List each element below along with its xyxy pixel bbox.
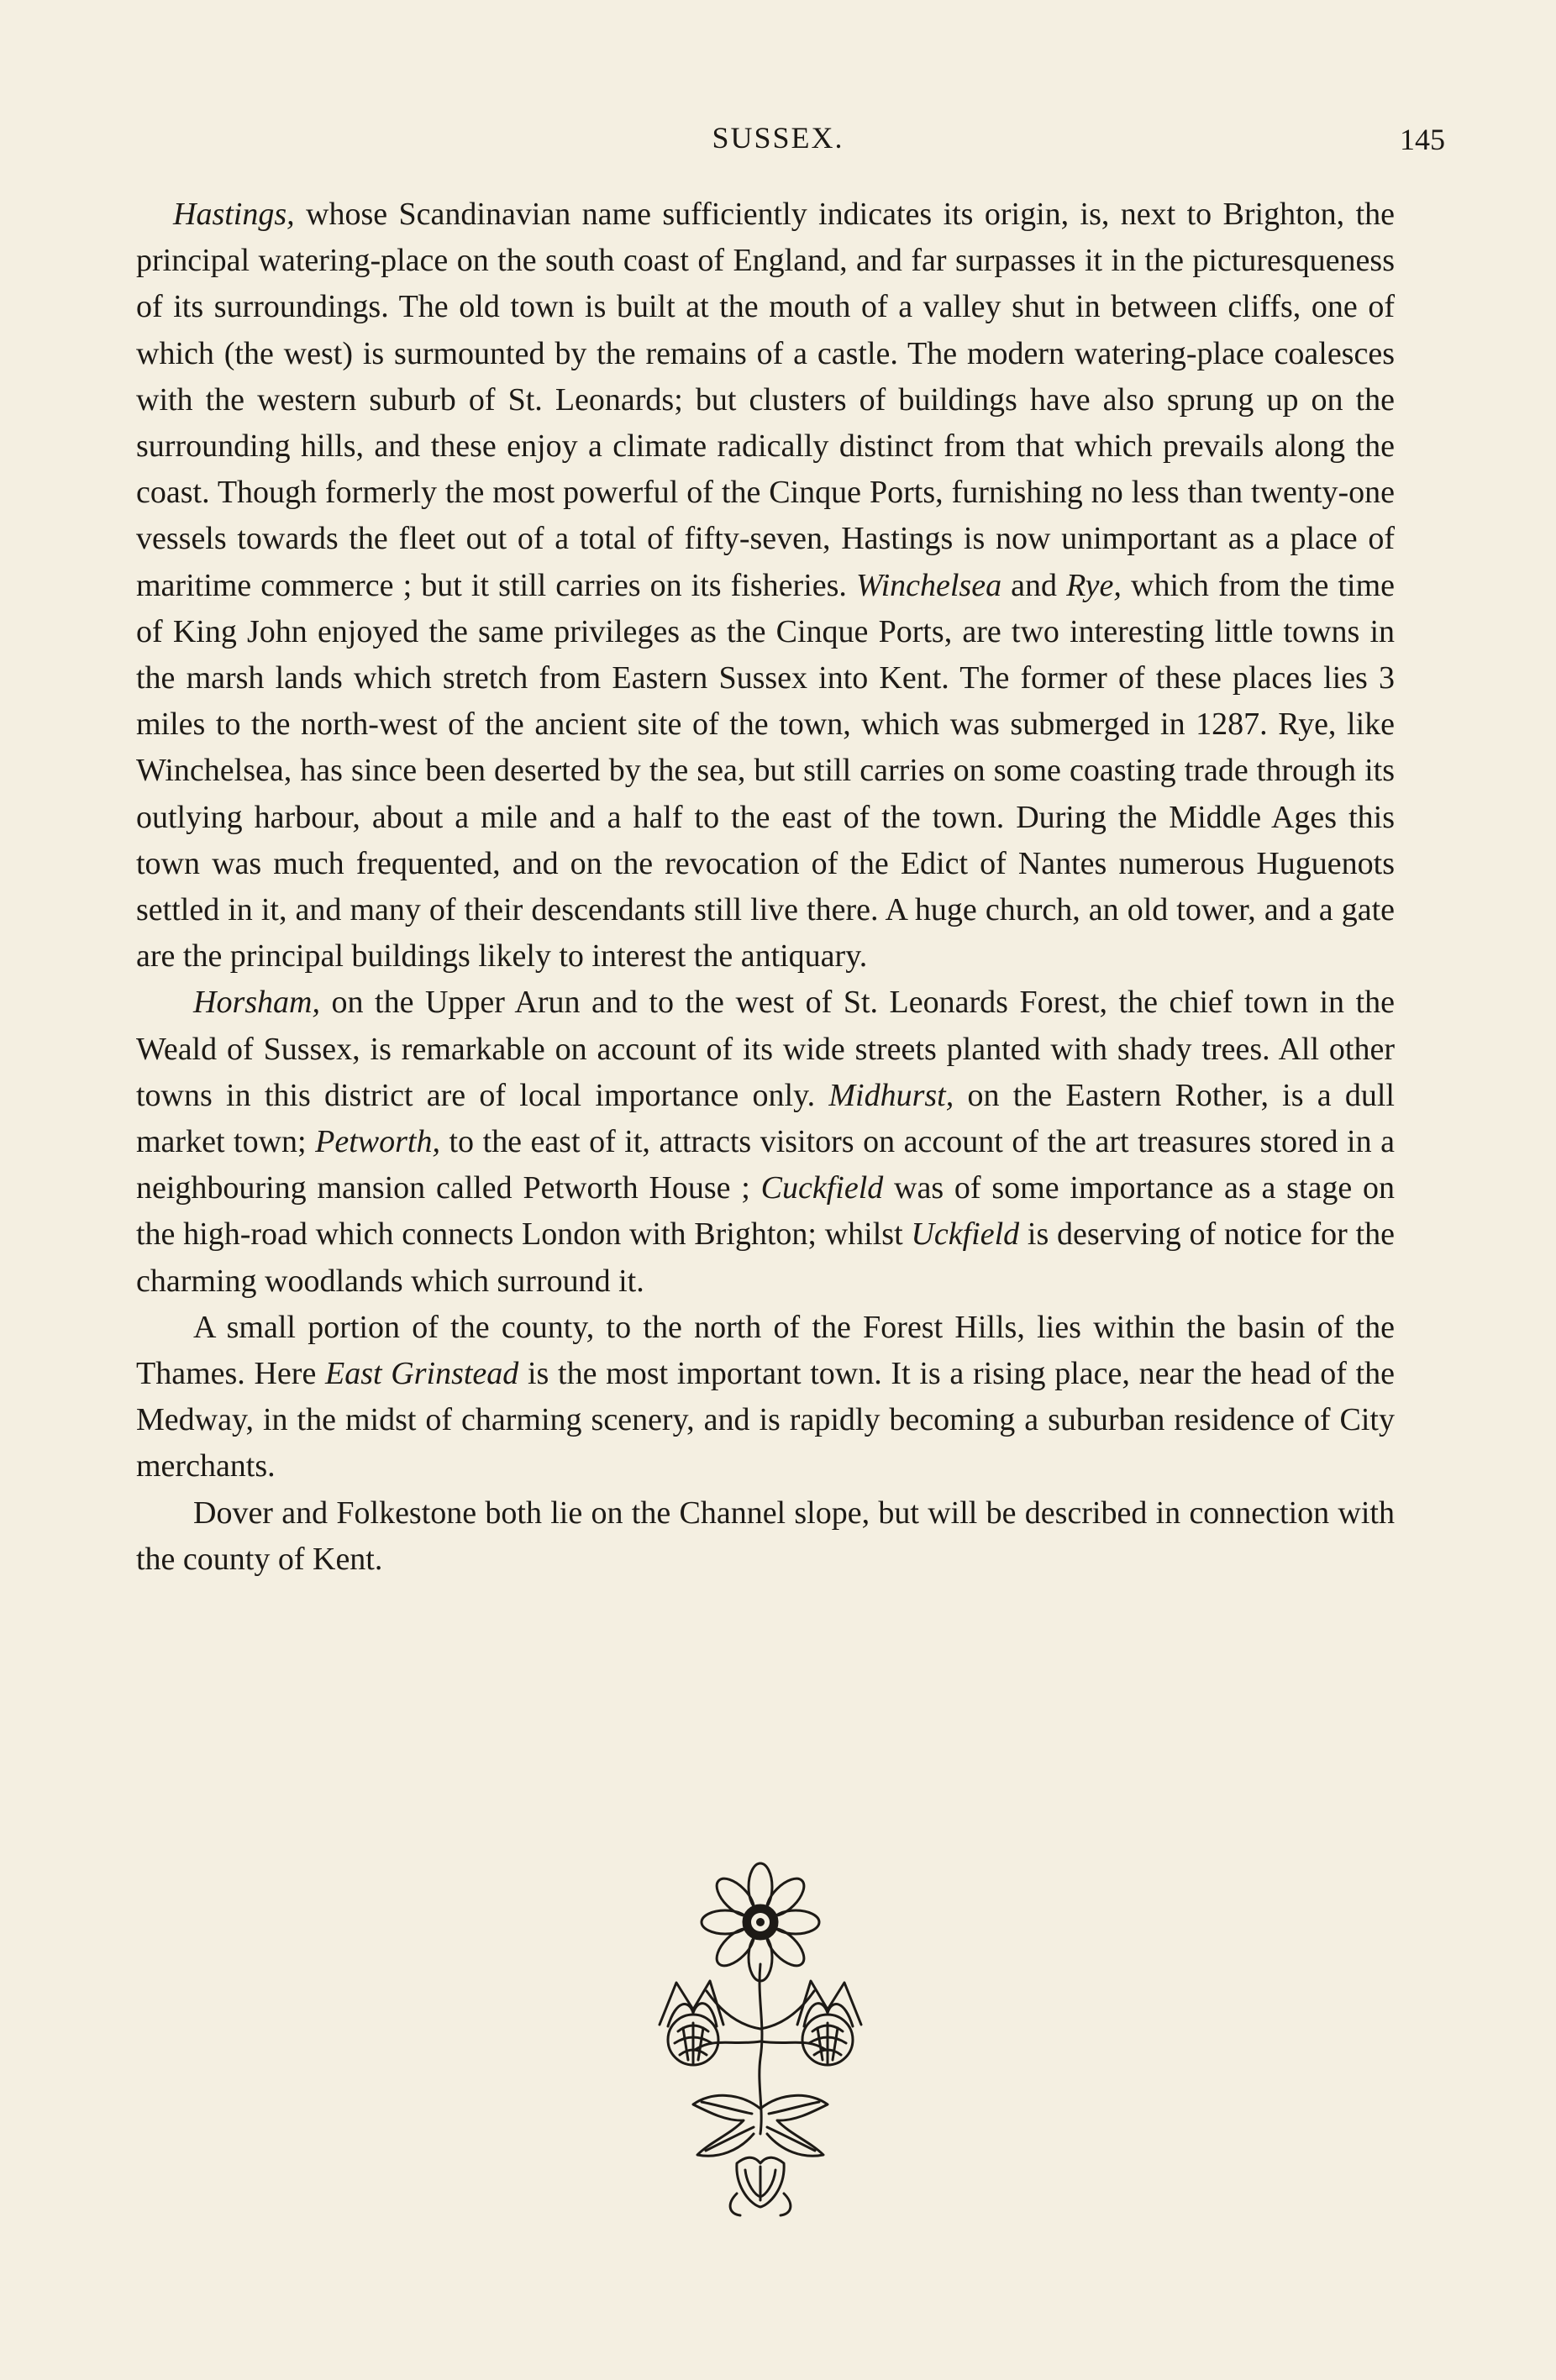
text-run: on the Upper Arun and to the west of St. Leonards Forest, the chief town in the Weald of Sussex, is remarkable on account of its wide streets planted with shady trees. All other towns in this district are of local importance only. [136, 985, 1395, 1113]
text-run: Dover and Folkestone both lie on the Channel slope, but will be described in connection with the county of Kent. [136, 1495, 1395, 1577]
floral-tailpiece-icon [634, 1857, 886, 2218]
place-name-winchelsea: Winchelsea [856, 567, 1002, 603]
running-head: SUSSEX. [712, 121, 844, 155]
place-name-midhurst: Midhurst, [828, 1077, 954, 1113]
place-name-uckfield: Uckfield [911, 1216, 1020, 1253]
text-run: A small portion of the county, to the north of the Forest Hills, lies within the basin of the Thames. Here [136, 1309, 1395, 1392]
body-text [136, 192, 1395, 1583]
place-name-hastings: Hastings, [173, 197, 295, 232]
place-name-cuckfield: Cuckfield [760, 1170, 884, 1206]
place-name-petworth: Petworth, [315, 1124, 440, 1160]
paragraph-hastings [136, 192, 1395, 980]
place-name-rye: Rye, [1066, 567, 1122, 603]
text-run: to the east of it, attracts visitors on account of the art treasures stored in a neighbouring mansion called Petworth House ; [136, 1124, 1396, 1206]
text-run: was of some importance as a stage on the high-road which connects London with Brighton; whilst [136, 1170, 1395, 1253]
text-run: is deserving of notice for the charming woodlands which surround it. [136, 1216, 1396, 1299]
paragraph-thames-basin [136, 1305, 1395, 1490]
place-name-east-grinstead: East Grinstead [325, 1356, 519, 1392]
text-run: is the most important town. It is a rising place, near the head of the Medway, in the midst of charming scenery, and is rapidly becoming a suburban residence of City merchants. [136, 1356, 1396, 1484]
place-name-horsham: Horsham, [193, 985, 320, 1021]
text-run: which from the time of King John enjoyed the same privileges as the Cinque Ports, are two interesting little towns in the marsh lands which stretch from Eastern Sussex into Kent. The former of these places lies 3 miles to the north-west of the ancient site of the town, which was submerged in 1287. Rye, like Winchelsea, has since been deserted by the sea, but still carries on some coasting trade through its outlying harbour, about a mile and a half to the east of the town. During the Middle Ages this town was much frequented, and on the revocation of the Edict of Nantes numerous Huguenots settled in it, and many of their descendants still live there. A huge church, an old tower, and a gate are the principal buildings likely to interest the antiquary. [136, 567, 1395, 975]
page-number: 145 [1400, 123, 1445, 156]
paragraph-dover-folkestone [136, 1490, 1395, 1583]
paragraph-horsham [136, 980, 1395, 1304]
text-run: and [1001, 567, 1067, 603]
text-run: whose Scandinavian name sufficiently indicates its origin, is, next to Brighton, the principal watering-place on the south coast of England, and far surpasses it in the picturesqueness of its surroundings. The old town is built at the mouth of a valley shut in between cliffs, one of which (the west) is surmounted by the remains of a castle. The modern watering-place coalesces with the western suburb of St. Leonards; but clusters of buildings have also sprung up on the surrounding hills, and these enjoy a climate radically distinct from that which prevails along the coast. Though formerly the most powerful of the Cinque Ports, furnishing no less than twenty-one vessels towards the fleet out of a total of fifty-seven, Hastings is now unimportant as a place of maritime commerce ; but it still carries on its fisheries. [136, 197, 1395, 603]
text-run: on the Eastern Rother, is a dull market town; [136, 1077, 1395, 1160]
